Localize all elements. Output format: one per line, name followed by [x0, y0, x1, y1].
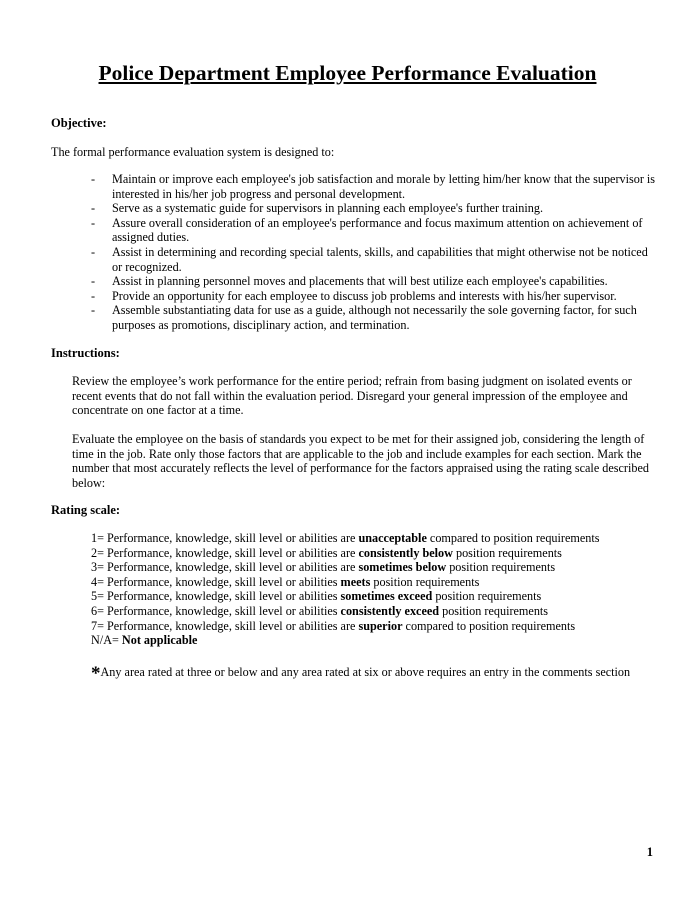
rating-item-emphasis: consistently below	[358, 545, 453, 560]
rating-item-emphasis: sometimes exceed	[340, 589, 433, 604]
list-item-text: Assure overall consideration of an employee's performance and focus maximum attention on achievement of assigned duties.	[112, 215, 643, 245]
rating-item-suffix: position requirements	[432, 589, 542, 604]
rating-item	[91, 575, 661, 590]
page-title: Police Department Employee Performance Evaluation	[98, 61, 597, 85]
bullet-dash: -	[91, 274, 96, 289]
list-item	[51, 303, 656, 332]
rating-item	[91, 589, 661, 604]
list-item-text: Serve as a systematic guide for supervisors in planning each employee's further training.	[112, 201, 544, 216]
rating-item-prefix: 5= Performance, knowledge, skill level or abilities	[91, 589, 341, 604]
objective-intro: The formal performance evaluation system is designed to:	[51, 145, 335, 159]
rating-item-emphasis: meets	[340, 574, 371, 589]
rating-item	[91, 560, 661, 575]
list-item	[51, 289, 656, 304]
objective-heading: Objective:	[51, 116, 107, 130]
rating-scale-list	[91, 531, 661, 648]
bullet-dash: -	[91, 172, 96, 186]
rating-item-prefix: 7= Performance, knowledge, skill level or abilities are	[91, 618, 359, 633]
list-item-text: Assist in planning personnel moves and placements that will best utilize each employee's capabilities.	[112, 274, 608, 289]
instructions-paragraph-part: Mark the number that most accurately reflects the level of performance for the factors appraised using the rating scale described below:	[72, 446, 649, 490]
rating-item-suffix: position requirements	[439, 603, 549, 618]
list-item-text: Provide an opportunity for each employee to discuss job problems and interests with his/her supervisor.	[112, 288, 617, 303]
bullet-dash: -	[91, 303, 96, 318]
rating-item-emphasis: superior	[358, 618, 403, 633]
rating-item-emphasis: sometimes below	[358, 560, 447, 575]
rating-item	[91, 619, 661, 634]
list-item	[51, 216, 656, 245]
rating-item-prefix: 6= Performance, knowledge, skill level or abilities	[91, 603, 341, 618]
comments-note-text: Any area rated at three or below and any area rated at six or above requires an entry in the comments section	[100, 665, 631, 679]
rating-item-prefix: 1= Performance, knowledge, skill level or abilities are	[91, 531, 359, 545]
bullet-dash: -	[91, 244, 96, 259]
page-number: 1	[646, 845, 653, 859]
rating-item	[91, 531, 661, 546]
rating-item-prefix: 4= Performance, knowledge, skill level or abilities	[91, 574, 341, 589]
list-item	[51, 172, 656, 201]
rating-item-suffix: position requirements	[446, 560, 556, 575]
rating-item-suffix: compared to position requirements	[426, 531, 600, 545]
rating-item-prefix: 2= Performance, knowledge, skill level or abilities are	[91, 545, 359, 560]
list-item	[51, 245, 656, 274]
rating-item-emphasis: Not applicable	[121, 633, 198, 648]
instructions-heading: Instructions:	[51, 346, 120, 360]
instructions-paragraph-part: Evaluate the employee on the basis of standards you expect to be met for their assigned job, considering the length of time in the job. Rate only those factors that are applicable to the job and include examples for each section.	[72, 432, 645, 461]
instructions-paragraph	[72, 432, 652, 490]
rating-item	[91, 633, 661, 648]
list-item-text: Maintain or improve each employee's job satisfaction and morale by letting him/her know that the supervisor is interested in his/her job progress and personal development.	[112, 172, 656, 201]
rating-item-suffix: position requirements	[370, 574, 480, 589]
rating-item-emphasis: unacceptable	[358, 531, 427, 545]
instructions-paragraph: Review the employee’s work performance for the entire period; refrain from basing judgment on isolated events or recent events that do not fall within the evaluation period. Disregard your general impression of the employee and concentrate on one factor at a time.	[72, 374, 632, 418]
rating-scale-heading: Rating scale:	[51, 503, 121, 517]
rating-item-prefix: 3= Performance, knowledge, skill level or abilities are	[91, 560, 359, 575]
bullet-dash: -	[91, 201, 96, 216]
comments-note	[91, 663, 671, 684]
rating-item-suffix: compared to position requirements	[402, 618, 576, 633]
objective-list	[51, 172, 656, 333]
rating-item	[91, 604, 661, 619]
list-item-text: Assist in determining and recording special talents, skills, and capabilities that might otherwise not be noticed or recognized.	[112, 244, 648, 274]
asterisk-marker: *	[91, 663, 101, 684]
rating-item-prefix: N/A=	[91, 633, 122, 648]
list-item-text: Assemble substantiating data for use as a guide, although not necessarily the sole governing factor, for such purposes as promotions, disciplinary action, and termination.	[112, 303, 637, 332]
list-item	[51, 201, 656, 216]
bullet-dash: -	[91, 215, 96, 230]
rating-item	[91, 546, 661, 561]
bullet-dash: -	[91, 288, 96, 303]
rating-item-suffix: position requirements	[452, 545, 562, 560]
list-item	[51, 274, 656, 289]
rating-item-emphasis: consistently exceed	[340, 603, 440, 618]
